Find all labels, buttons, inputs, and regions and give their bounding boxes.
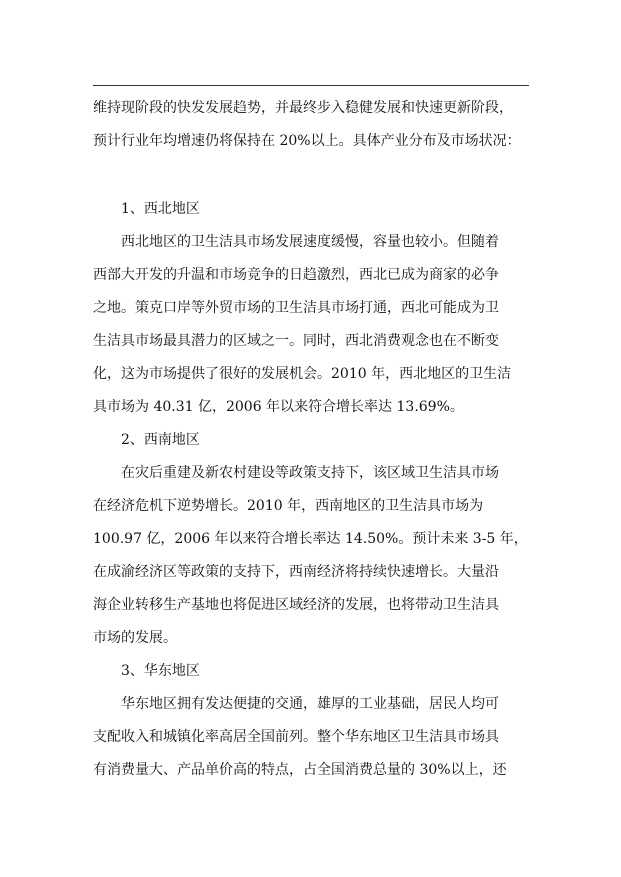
paragraph-line: 西北地区的卫生洁具市场发展速度缓慢，容量也较小。但随着 bbox=[121, 234, 499, 250]
paragraph-line: 生洁具市场最具潜力的区域之一。同时，西北消费观念也在不断变 bbox=[93, 333, 499, 349]
paragraph-line: 具市场为 40.31 亿，2006 年以来符合增长率达 13.69%。 bbox=[93, 399, 464, 415]
header-divider bbox=[93, 85, 529, 86]
paragraph-line: 在灾后重建及新农村建设等政策支持下，该区域卫生洁具市场 bbox=[121, 465, 499, 481]
intro-line-2: 预计行业年均增速仍将保持在 20%以上。具体产业分布及市场状况： bbox=[93, 133, 521, 149]
paragraph-line: 在经济危机下逆势增长。2010 年，西南地区的卫生洁具市场为 bbox=[93, 498, 484, 514]
document-body bbox=[93, 92, 529, 787]
section-heading-southwest: 2、西南地区 bbox=[121, 432, 200, 448]
paragraph-line: 化，这为市场提供了很好的发展机会。2010 年，西北地区的卫生洁 bbox=[93, 366, 512, 382]
paragraph-gap bbox=[93, 158, 529, 193]
paragraph-line: 支配收入和城镇化率高居全国前列。整个华东地区卫生洁具市场具 bbox=[93, 729, 499, 745]
paragraph-line: 华东地区拥有发达便捷的交通，雄厚的工业基础，居民人均可 bbox=[121, 696, 499, 712]
paragraph-line: 100.97 亿，2006 年以来符合增长率达 14.50%。预计未来 3-5 年， bbox=[93, 531, 528, 547]
paragraph-line: 之地。策克口岸等外贸市场的卫生洁具市场打通，西北可能成为卫 bbox=[93, 300, 499, 316]
section-heading-northwest: 1、西北地区 bbox=[121, 201, 200, 217]
paragraph-line: 市场的发展。 bbox=[93, 630, 177, 646]
paragraph-line: 在成渝经济区等政策的支持下，西南经济将持续快速增长。大量沿 bbox=[93, 564, 499, 580]
paragraph-line: 海企业转移生产基地也将促进区域经济的发展，也将带动卫生洁具 bbox=[93, 597, 499, 613]
paragraph-line: 有消费量大、产品单价高的特点，占全国消费总量的 30%以上，还 bbox=[93, 762, 507, 778]
section-heading-east-china: 3、华东地区 bbox=[121, 663, 200, 679]
intro-line-1: 维持现阶段的快发发展趋势，并最终步入稳健发展和快速更新阶段， bbox=[93, 100, 513, 116]
paragraph-line: 西部大开发的升温和市场竞争的日趋激烈，西北已成为商家的必争 bbox=[93, 267, 499, 283]
